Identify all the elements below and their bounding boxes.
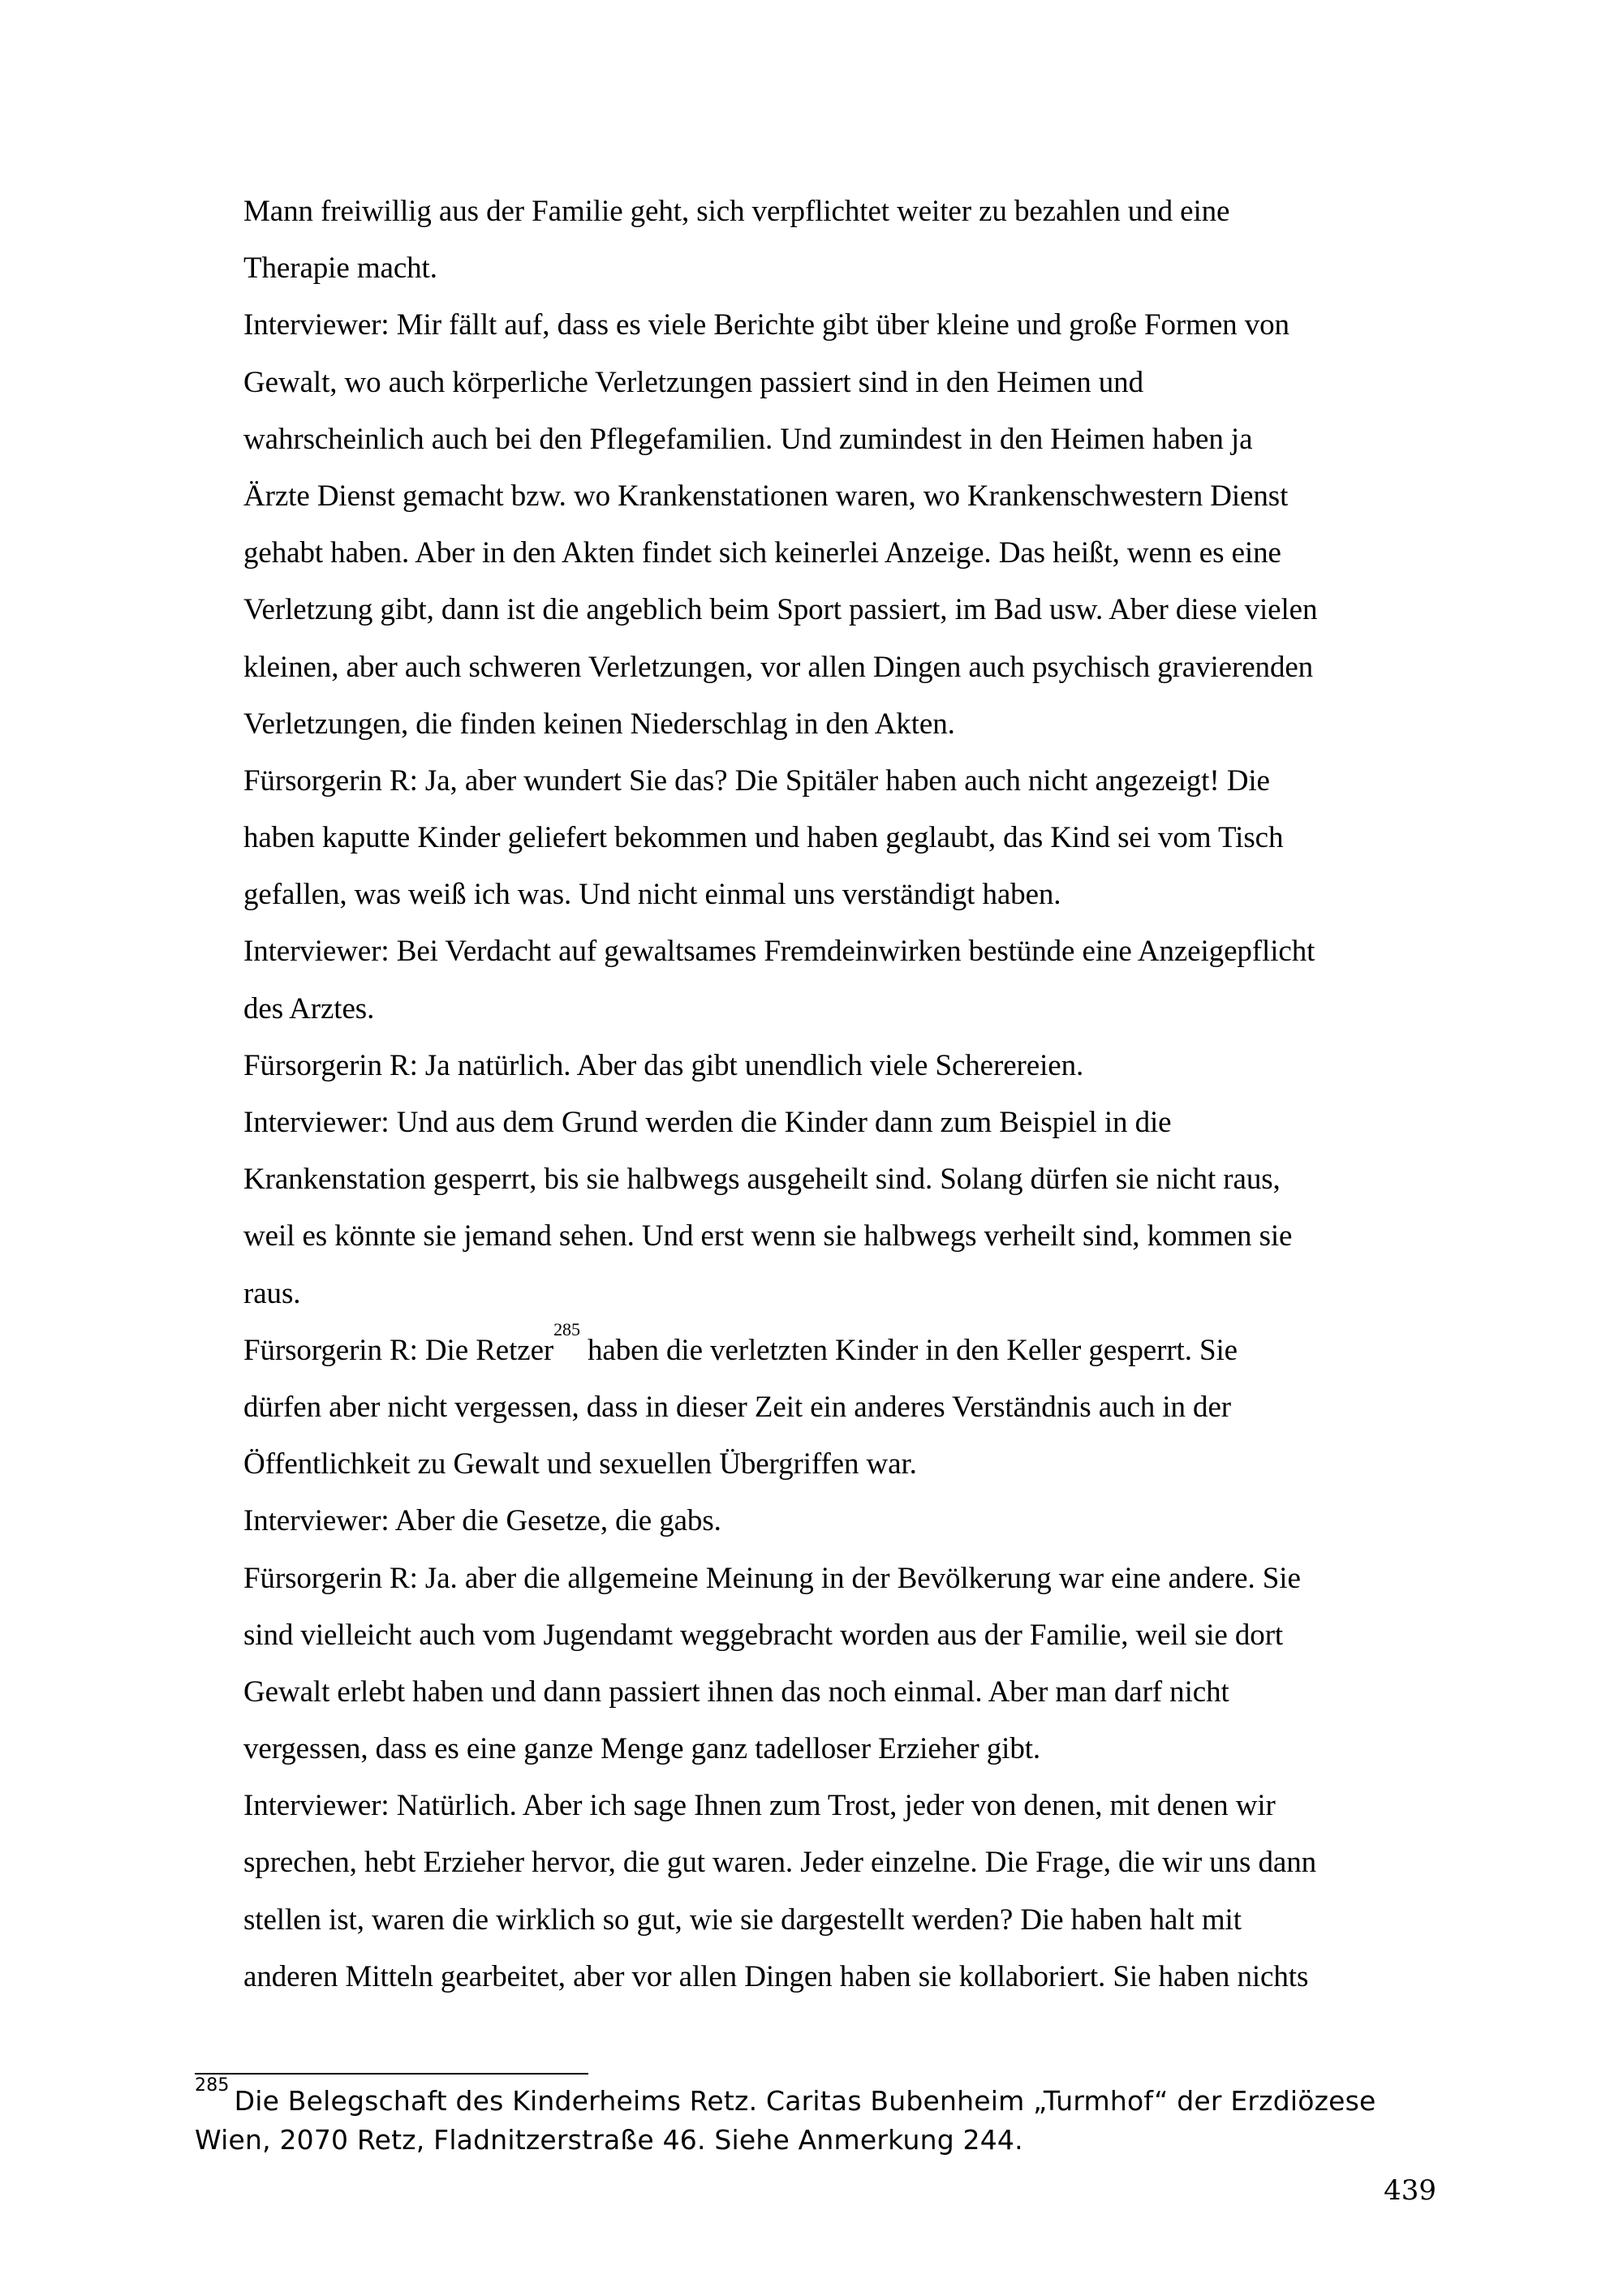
text-line: Verletzungen, die finden keinen Niederschlag in den Akten. [243, 707, 955, 741]
footnote-text: Die Belegschaft des Kinderheims Retz. Caritas Bubenheim „Turmhof“ der Erzdiözese [234, 2085, 1376, 2117]
text-line: Gewalt, wo auch körperliche Verletzungen passiert sind in den Heimen und [243, 365, 1143, 399]
footnote [195, 2075, 1461, 2160]
text-line: Interviewer: Und aus dem Grund werden die Kinder dann zum Beispiel in die [243, 1106, 1172, 1139]
text-line: sprechen, hebt Erzieher hervor, die gut waren. Jeder einzelne. Die Frage, die wir uns dann [243, 1846, 1317, 1880]
text-line: Mann freiwillig aus der Familie geht, sich verpflichtet weiter zu bezahlen und eine [243, 195, 1230, 228]
text-line: anderen Mitteln gearbeitet, aber vor allen Dingen haben sie kollaboriert. Sie haben nichts [243, 1959, 1309, 1993]
text-line: weil es könnte sie jemand sehen. Und erst wenn sie halbwegs verheilt sind, kommen sie [243, 1219, 1293, 1253]
text-line: Fürsorgerin R: Ja, aber wundert Sie das? Die Spitäler haben auch nicht angezeigt! Die [243, 763, 1270, 798]
footnote-reference[interactable]: 285 [553, 1319, 580, 1340]
text-line: wahrscheinlich auch bei den Pflegefamilien. Und zumindest in den Heimen haben ja [243, 422, 1253, 456]
text-line: Fürsorgerin R: Ja. aber die allgemeine Meinung in der Bevölkerung war eine andere. Sie [243, 1561, 1301, 1595]
text-line: vergessen, dass es eine ganze Menge ganz tadelloser Erzieher gibt. [243, 1732, 1041, 1766]
text-line: Öffentlichkeit zu Gewalt und sexuellen Übergriffen war. [243, 1447, 917, 1481]
main-text [243, 183, 1444, 2006]
text-line: Interviewer: Natürlich. Aber ich sage Ihnen zum Trost, jeder von denen, mit denen wir [243, 1789, 1276, 1823]
text-line: Ärzte Dienst gemacht bzw. wo Krankenstationen waren, wo Krankenschwestern Dienst [243, 479, 1289, 513]
footnote-line [195, 2075, 1461, 2121]
text-line: Therapie macht. [243, 252, 437, 286]
text-line: dürfen aber nicht vergessen, dass in dieser Zeit ein anderes Verständnis auch in der [243, 1390, 1231, 1424]
text-line: haben kaputte Kinder geliefert bekommen und haben geglaubt, das Kind sei vom Tisch [243, 821, 1284, 855]
text-line: Interviewer: Aber die Gesetze, die gabs. [243, 1504, 721, 1538]
footnote-line: Wien, 2070 Retz, Fladnitzerstraße 46. Siehe Anmerkung 244. [195, 2124, 1023, 2156]
footnote-separator [195, 2073, 588, 2075]
text-line: Interviewer: Mir fällt auf, dass es viele Berichte gibt über kleine und große Formen von [243, 308, 1289, 342]
text-line: kleinen, aber auch schweren Verletzungen, vor allen Dingen auch psychisch gravierenden [243, 650, 1314, 684]
text-line: des Arztes. [243, 991, 375, 1025]
text-line: Gewalt erlebt haben und dann passiert ihnen das noch einmal. Aber man darf nicht [243, 1675, 1229, 1709]
text-line: Krankenstation gesperrt, bis sie halbwegs ausgeheilt sind. Solang dürfen sie nicht raus, [243, 1163, 1281, 1197]
text-line-with-footnote [243, 1319, 1444, 1379]
text-line: raus. [243, 1276, 301, 1310]
text-segment: haben die verletzten Kinder in den Keller gesperrt. Sie [579, 1333, 1238, 1367]
text-line: Interviewer: Bei Verdacht auf gewaltsames Fremdeinwirken bestünde eine Anzeigepflicht [243, 935, 1315, 969]
text-segment: Fürsorgerin R: Die Retzer [243, 1333, 554, 1367]
footnote-mark: 285 [195, 2075, 230, 2096]
text-line: gefallen, was weiß ich was. Und nicht einmal uns verständigt haben. [243, 878, 1061, 912]
text-line: Verletzung gibt, dann ist die angeblich beim Sport passiert, im Bad usw. Aber diese vielen [243, 593, 1318, 627]
text-line: gehabt haben. Aber in den Akten findet sich keinerlei Anzeige. Das heißt, wenn es eine [243, 536, 1281, 570]
text-line: sind vielleicht auch vom Jugendamt weggebracht worden aus der Familie, weil sie dort [243, 1618, 1284, 1652]
text-line: stellen ist, waren die wirklich so gut, wie sie dargestellt werden? Die haben halt mit [243, 1903, 1242, 1937]
text-line: Fürsorgerin R: Ja natürlich. Aber das gibt unendlich viele Scherereien. [243, 1048, 1084, 1082]
page-number: 439 [1384, 2174, 1436, 2207]
